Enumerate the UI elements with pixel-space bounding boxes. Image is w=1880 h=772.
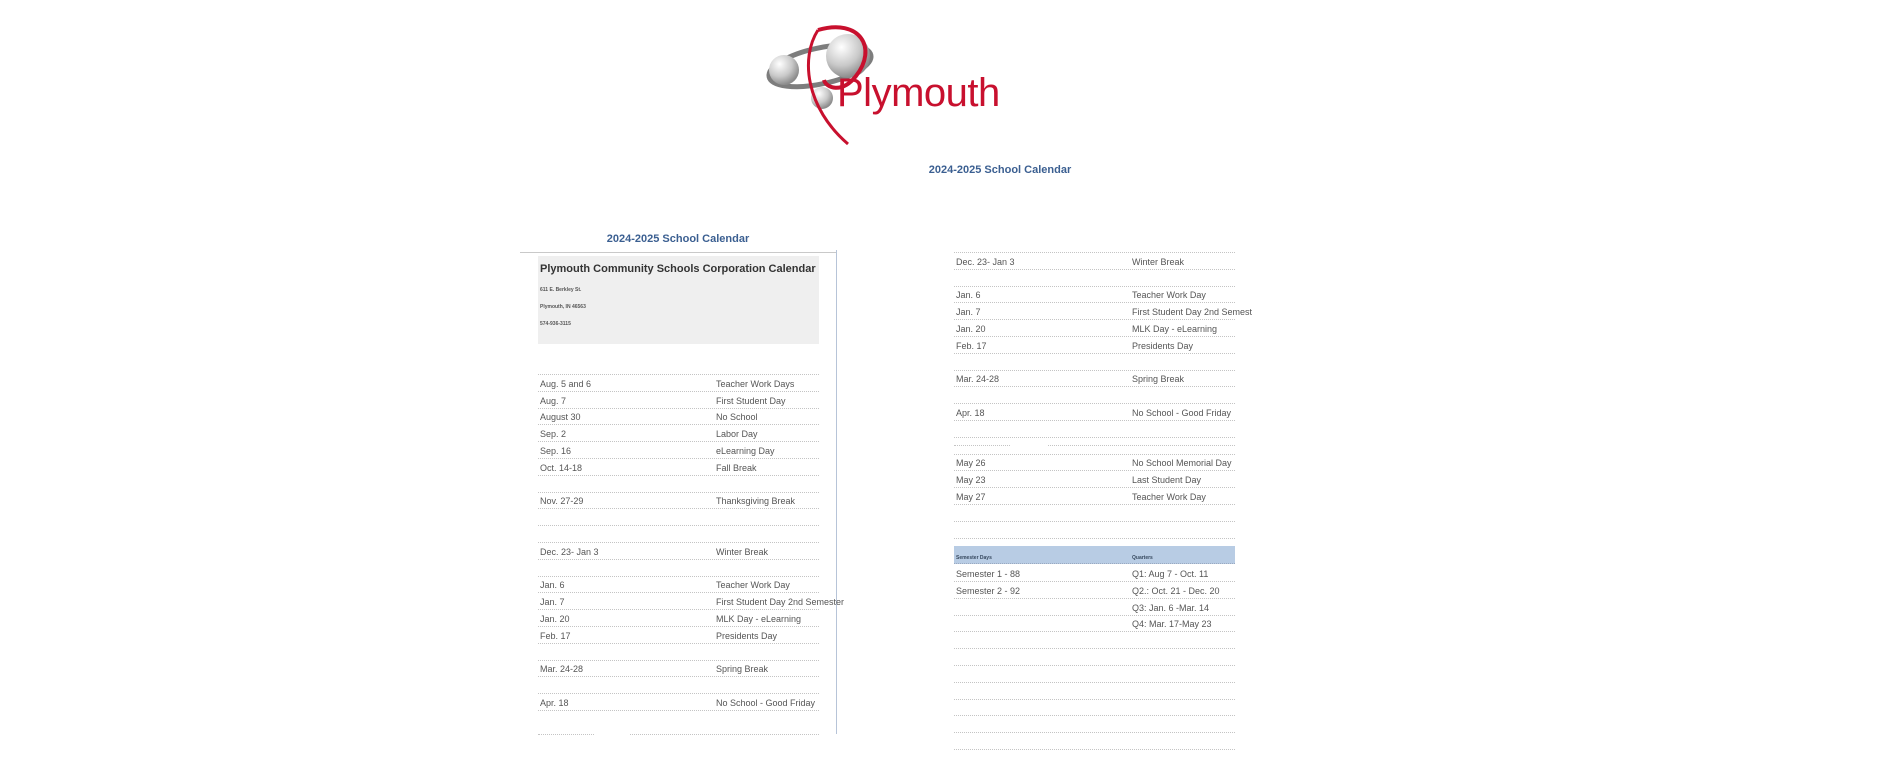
table-row [954,564,1235,582]
page-title: 2024-2025 School Calendar [928,164,1072,176]
table-row [538,542,819,560]
table-row [538,693,819,711]
divider [538,733,594,735]
date-cell: Apr. 18 [956,408,985,418]
event-cell: Spring Break [1132,374,1185,385]
event-cell: Teacher Work Day [1132,290,1206,301]
date-cell: Aug. 7 [540,395,567,406]
table-row [538,676,819,694]
plymouth-logo [760,18,1000,148]
divider [1048,444,1235,446]
table-row [538,475,819,493]
table-row [954,581,1235,599]
table-row [954,648,1235,666]
table-row [538,424,819,442]
semester-days-header: Semester Days [956,555,992,561]
table-row [538,441,819,459]
date-cell: Sep. 2 [540,429,567,440]
event-cell: Teacher Work Day [1132,492,1206,502]
event-cell: Fall Break [716,462,757,473]
table-row [954,631,1235,649]
date-cell: Mar. 24-28 [956,374,1000,385]
table-row [954,614,1235,632]
event-cell: Q4: Mar. 17-May 23 [1132,619,1212,630]
date-cell: Sep. 16 [540,446,572,456]
divider [520,252,836,253]
table-row [954,487,1235,505]
table-row [954,403,1235,421]
table-row [538,592,845,610]
event-cell: Winter Break [1132,256,1185,267]
table-row [954,285,1235,303]
date-cell: Feb. 17 [540,630,571,641]
event-cell: eLearning Day [716,446,775,456]
table-row [954,665,1235,683]
event-cell: No School - Good Friday [716,698,816,708]
date-cell: Dec. 23- Jan 3 [956,256,1015,267]
divider [954,444,1010,446]
date-cell: Semester 1 - 88 [956,569,1021,579]
table-row [954,521,1235,539]
table-row [538,609,819,627]
event-cell: MLK Day - eLearning [1132,324,1218,334]
date-cell: Jan. 7 [956,307,981,318]
table-row [954,453,1235,471]
event-cell: First Student Day 2nd Semest [1132,307,1253,318]
event-cell: Winter Break [716,546,769,557]
event-cell: Q3: Jan. 6 -Mar. 14 [1132,602,1210,613]
date-cell: Feb. 17 [956,340,987,351]
table-row [538,508,819,526]
table-row [954,319,1235,337]
table-row [954,235,1235,253]
date-cell: Jan. 20 [540,614,570,624]
event-cell: Teacher Work Day [716,580,790,591]
quarters-header: Quarters [1132,555,1153,561]
date-cell: August 30 [540,412,581,423]
event-cell: No School Memorial Day [1132,458,1232,469]
event-cell: Q2.: Oct. 21 - Dec. 20 [1132,585,1220,596]
table-row [538,458,819,476]
table-row [954,420,1235,438]
table-row [954,698,1235,716]
table-row [538,357,819,375]
event-cell: No School - Good Friday [1132,408,1232,418]
table-row [538,391,819,409]
table-row [538,407,819,425]
date-cell: Nov. 27-29 [540,496,584,507]
table-row [954,732,1235,750]
page-edge-line [836,250,837,734]
event-cell: Thanksgiving Break [716,496,796,507]
date-cell: Mar. 24-28 [540,664,584,675]
date-cell: May 23 [956,475,986,486]
table-row [538,491,819,509]
event-cell: Labor Day [716,429,758,440]
event-cell: First Student Day 2nd Semester [716,597,845,608]
table-row [954,386,1235,404]
corporation-header [538,256,819,344]
event-cell: MLK Day - eLearning [716,614,802,624]
address-line-2: Plymouth, IN 46563 [540,304,586,310]
table-row [954,715,1235,733]
event-cell: First Student Day [716,395,786,406]
left-page-title: 2024-2025 School Calendar [606,233,750,245]
event-cell: Presidents Day [1132,340,1194,351]
table-row [538,575,819,593]
quarters-table-header [954,546,1235,564]
date-cell: Oct. 14-18 [540,462,583,473]
logo-wordmark: Plymouth [837,71,1000,115]
table-row [954,252,1235,270]
table-row [954,470,1235,488]
date-cell: Aug. 5 and 6 [540,378,592,389]
table-row [954,369,1235,387]
table-row [954,598,1235,616]
table-row [538,374,819,392]
event-cell: Presidents Day [716,630,778,641]
date-cell: Jan. 7 [540,597,565,608]
corporation-title: Plymouth Community Schools Corporation Calendar [540,263,816,275]
divider [630,733,819,735]
table-row [954,504,1235,522]
event-cell: Last Student Day [1132,475,1202,486]
table-row [954,302,1253,320]
event-cell: No School [716,412,758,423]
address-line-1: 611 E. Berkley St. [540,287,582,293]
event-cell: Teacher Work Days [716,378,795,389]
date-cell: Semester 2 - 92 [956,585,1021,596]
table-row [538,525,819,543]
date-cell: Jan. 6 [540,580,565,591]
table-row [954,682,1235,700]
date-cell: May 27 [956,492,986,502]
event-cell: Q1: Aug 7 - Oct. 11 [1132,569,1209,579]
date-cell: May 26 [956,458,986,469]
date-cell: Jan. 20 [956,324,986,334]
event-cell: Spring Break [716,664,769,675]
date-cell: Jan. 6 [956,290,981,301]
table-row [954,353,1235,371]
phone-number: 574-936-3115 [540,321,571,327]
table-row [538,559,819,577]
table-row [538,643,819,661]
table-row [538,626,819,644]
table-row [954,269,1235,287]
date-cell: Apr. 18 [540,698,569,708]
date-cell: Dec. 23- Jan 3 [540,546,599,557]
table-row [538,659,819,677]
table-row [954,336,1235,354]
